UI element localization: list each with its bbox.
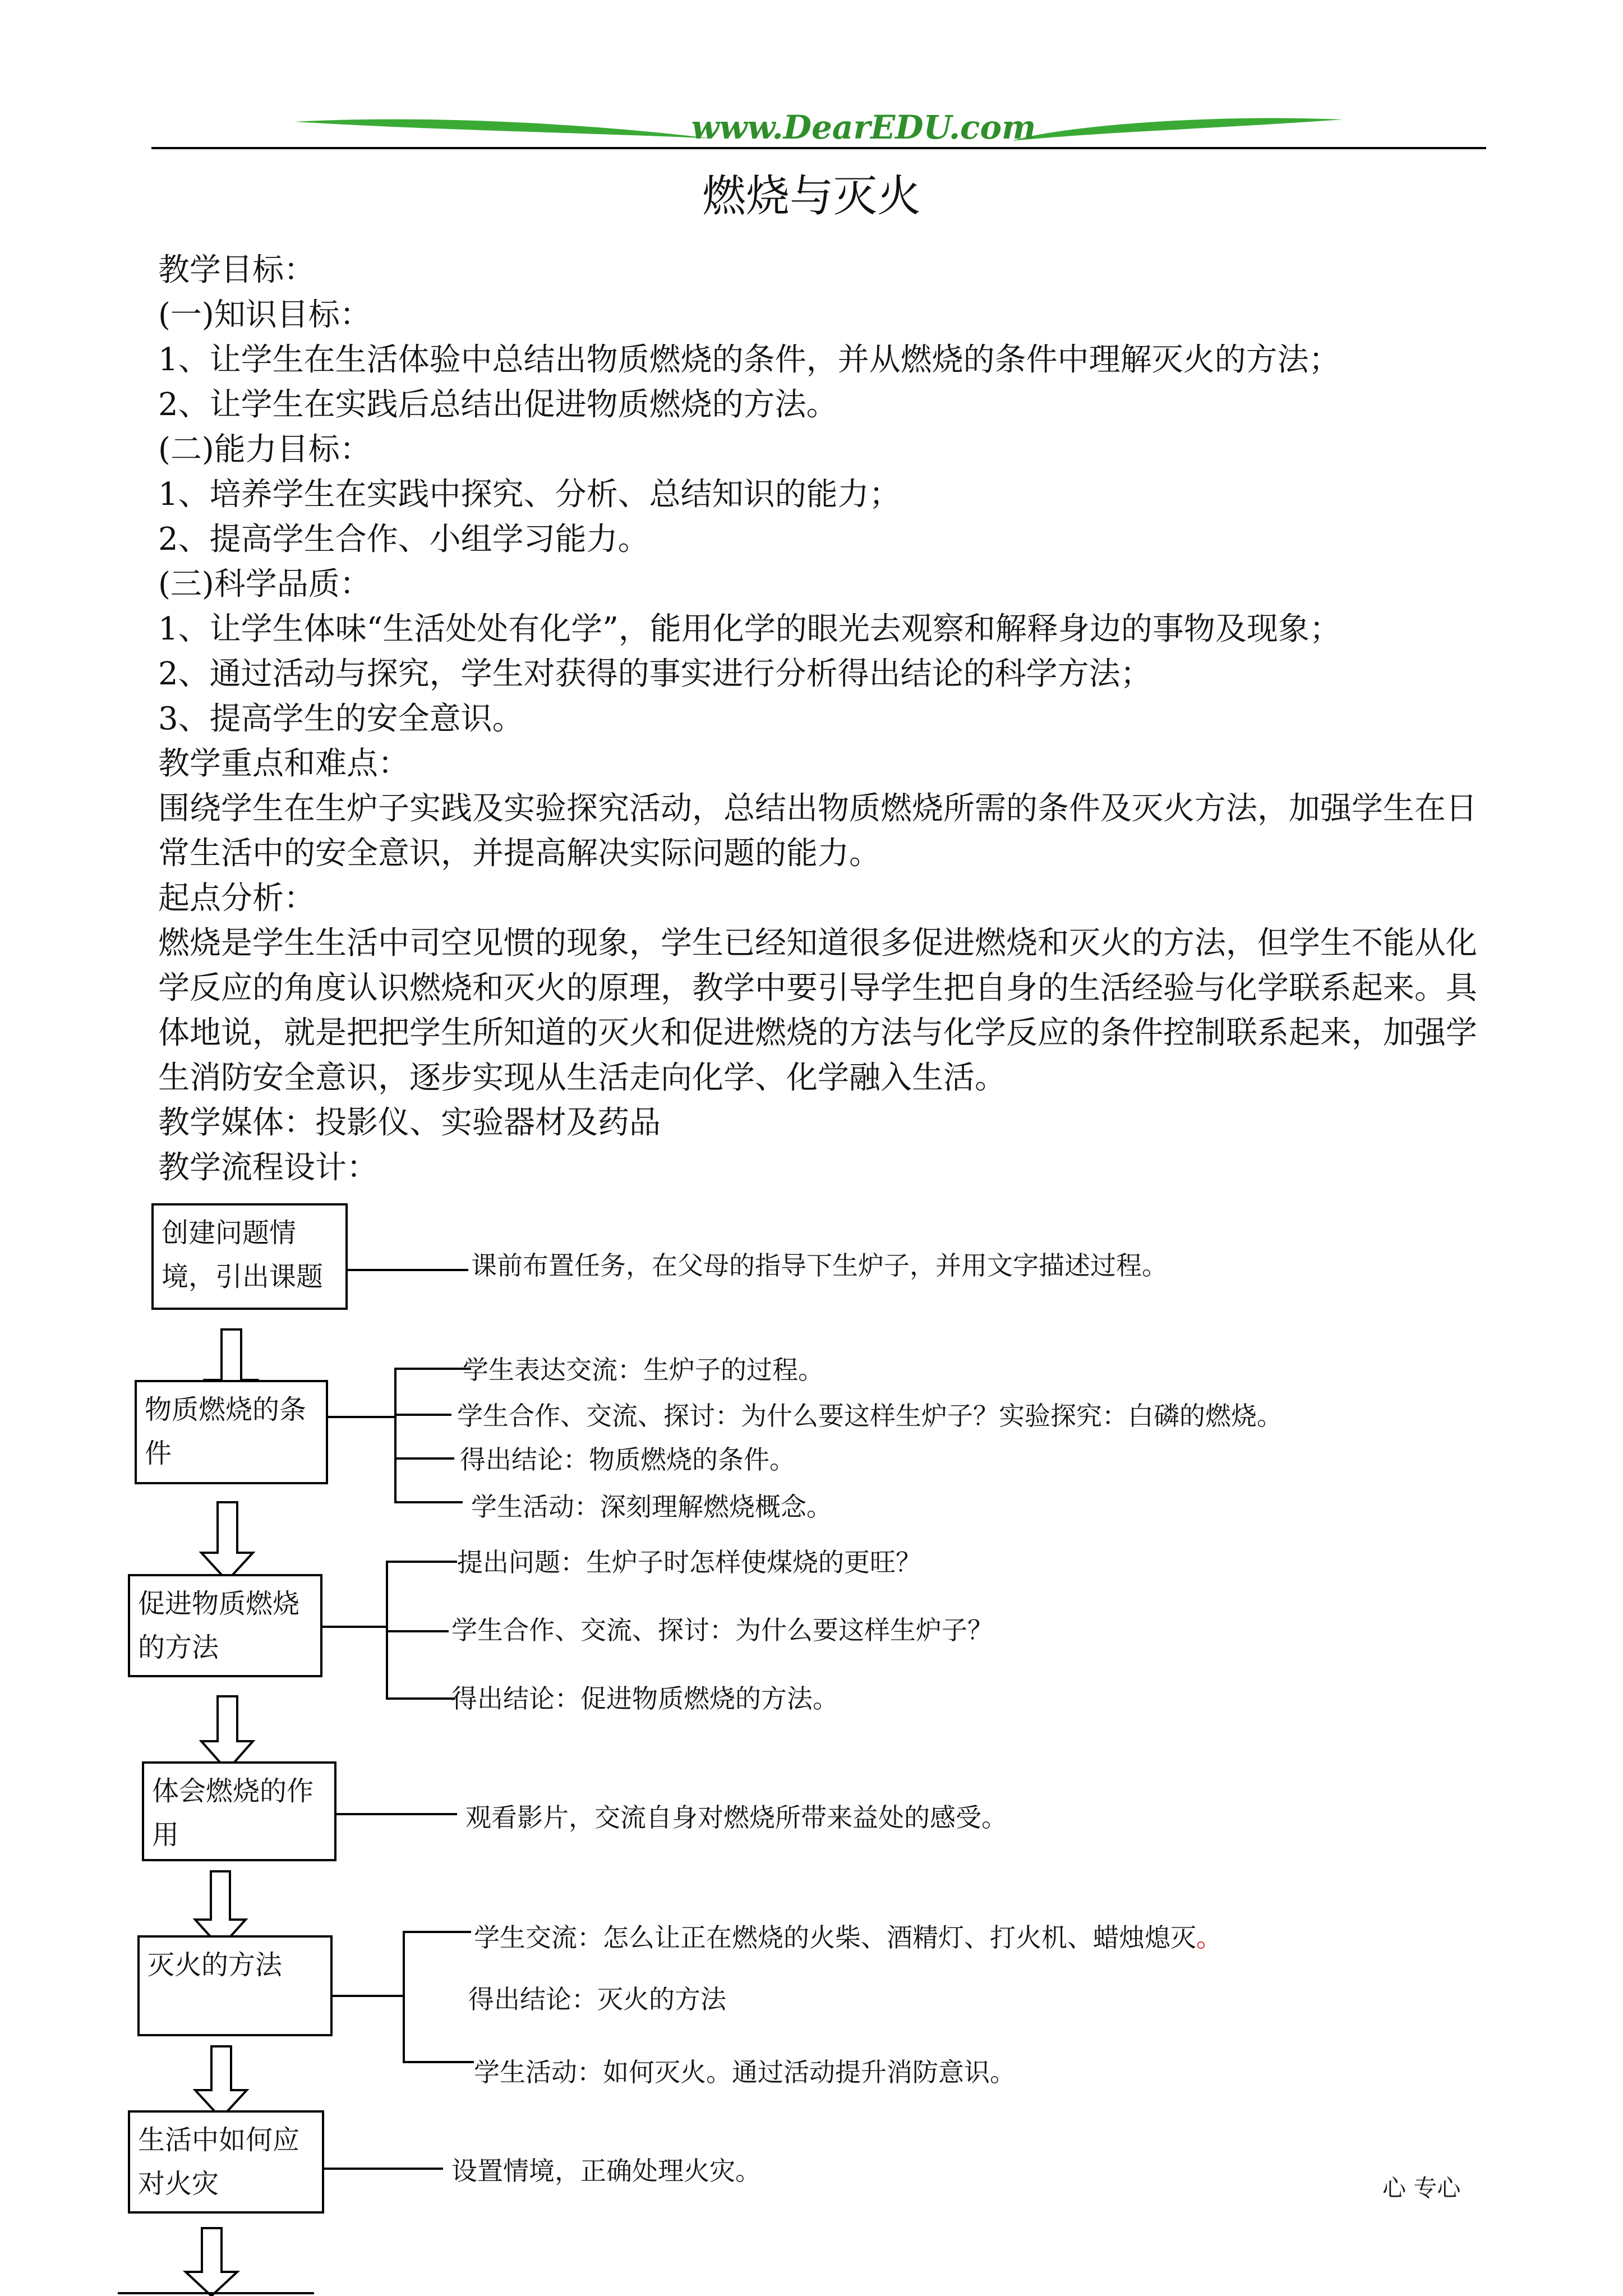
document-title: 燃烧与灭火 (702, 171, 921, 222)
footer-fragment: 心 专心 (1382, 2174, 1461, 2202)
site-banner (151, 109, 1497, 149)
subsection-heading: (一)知识目标： (158, 297, 371, 333)
banner-swoosh-left (294, 119, 712, 139)
flow-step: 得出结论：灭火的方法 (468, 1984, 726, 2014)
down-arrow-icon (201, 1502, 253, 1581)
text-line: 教学媒体：投影仪、实验器材及药品 (158, 1105, 661, 1141)
flow-step: 学生表达交流：生炉子的过程。 (463, 1355, 824, 1385)
down-arrow-icon (186, 2228, 237, 2296)
banner-swoosh-right (1012, 118, 1343, 141)
flow-box-burning-conditions: 物质燃烧的条件 (135, 1380, 328, 1484)
paragraph: 围绕学生在生炉子实践及实验探究活动，总结出物质燃烧所需的条件及灭火方法，加强学生在日常生活中的安全意识，并提高解决实际问题的能力。 (158, 790, 1477, 872)
bracket (395, 1369, 471, 1502)
flow-box-promote-burning: 促进物质燃烧的方法 (128, 1574, 322, 1677)
flow-step: 学生合作、交流、探讨：为什么要这样生炉子？ (451, 1615, 993, 1645)
bracket (404, 1932, 474, 2062)
flow-step: 设置情境，正确处理火灾。 (451, 2156, 761, 2186)
text-line: 3、提高学生的安全意识。 (158, 701, 524, 737)
highlight-mark: 。 (1196, 1922, 1222, 1953)
text-line: 1、让学生体味“生活处处有化学”，能用化学的眼光去观察和解释身边的事物及现象； (158, 611, 1341, 647)
flow-box-extinguish-methods: 灭火的方法 (137, 1935, 333, 2036)
text-line: 2、提高学生合作、小组学习能力。 (158, 521, 649, 558)
flow-step: 得出结论：物质燃烧的条件。 (460, 1444, 795, 1475)
flow-box-create-problem: 创建问题情境，引出课题 (151, 1203, 348, 1310)
header-rule (151, 147, 1486, 149)
text-line: 2、通过活动与探究，学生对获得的事实进行分析得出结论的科学方法； (158, 656, 1152, 692)
site-logo: www.DearEDU.com (691, 109, 1036, 146)
flow-step: 课前布置任务，在父母的指导下生炉子，并用文字描述过程。 (471, 1250, 1168, 1281)
subsection-heading: (二)能力目标： (158, 431, 371, 468)
subsection-heading: (三)科学品质： (158, 566, 371, 602)
section-heading: 教学流程设计： (158, 1149, 378, 1186)
section-heading: 教学目标： (158, 252, 315, 288)
flow-step: 学生合作、交流、探讨：为什么要这样生炉子？实验探究：白磷的燃烧。 (457, 1401, 1283, 1431)
body-text (158, 248, 1487, 1190)
flow-box-burning-uses: 体会燃烧的作用 (142, 1761, 336, 1861)
text-line: 1、让学生在生活体验中总结出物质燃烧的条件，并从燃烧的条件中理解灭火的方法； (158, 342, 1340, 378)
down-arrow-icon (201, 1696, 253, 1770)
flow-step: 学生活动：深刻理解燃烧概念。 (471, 1492, 832, 1522)
paragraph: 燃烧是学生生活中司空见惯的现象，学生已经知道很多促进燃烧和灭火的方法，但学生不能从化学反应的角度认识燃烧和灭火的原理，教学中要引导学生把自身的生活经验与化学联系起来。具体地说，就是把把学生所知道的灭火和促进燃烧的方法与化学反应的条件控制联系起来，加强学生消防安全意识，逐步实现从生活走向化学、化学融入生活。 (158, 925, 1477, 1096)
section-heading: 教学重点和难点： (158, 746, 409, 782)
section-heading: 起点分析： (158, 880, 315, 917)
text-line: 2、让学生在实践后总结出促进物质燃烧的方法。 (158, 386, 838, 423)
flow-step: 学生活动：如何灭火。通过活动提升消防意识。 (474, 2057, 1016, 2087)
flow-step: 得出结论：促进物质燃烧的方法。 (451, 1683, 838, 1714)
text-line: 1、培养学生在实践中探究、分析、总结知识的能力； (158, 476, 901, 513)
flow-step: 提出问题：生炉子时怎样使煤烧的更旺？ (457, 1547, 921, 1577)
flow-step: 学生交流：怎么让正在燃烧的火柴、酒精灯、打火机、蜡烛熄灭。 (474, 1922, 1222, 1953)
flow-box-fire-response: 生活中如何应对火灾 (128, 2110, 324, 2214)
flow-step: 观看影片，交流自身对燃烧所带来益处的感受。 (465, 1802, 1007, 1833)
down-arrow-icon (195, 2046, 247, 2118)
